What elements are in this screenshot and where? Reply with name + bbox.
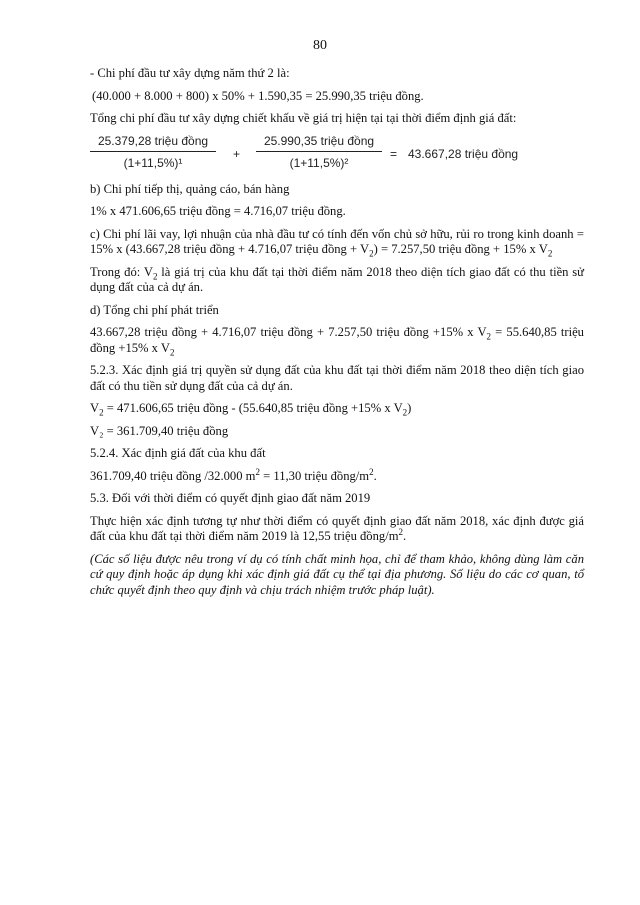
discount-formula [90,134,584,174]
paragraph-total-cost-calc: 43.667,28 triệu đồng + 4.716,07 triệu đồng + 7.257,50 triệu đồng +15% x $V_2 = 55.640,85$ triệu đồng +15% x $V_2$ [90,325,584,358]
paragraph-2019-heading: 5.3. Đối với thời điểm có quyết định giao đất năm 2019 [90,491,371,505]
paragraph-land-price-heading: 5.2.4. Xác định giá đất của khu đất [90,446,266,460]
fraction-1-denominator: (1+11,5%)¹ [123,155,183,170]
paragraph-total-cost-heading: d) Tổng chi phí phát triển [90,302,219,317]
fraction-1 [90,134,216,172]
page-number: 80 [313,38,327,53]
plus-sign: + [233,146,241,161]
paragraph-marketing-heading: b) Chi phí tiếp thị, quảng cáo, bán hàng [90,181,290,196]
fraction-1-bar [90,151,216,152]
equals-sign: = [390,146,398,161]
paragraph-2019-result: Thực hiện xác định tương tự như thời điểm có quyết định giao đất năm 2018, xác định được giá đất của khu đất tại thời điểm năm 2019 là 12,55 triệu đồng/$m^2$. [90,513,584,543]
fraction-2-bar [256,151,382,152]
paragraph-land-price-calc: 361.709,40 triệu đồng /32.000 $m^2 = 11,30$ triệu đồng/$m^2$. [90,466,377,483]
fraction-2-numerator: 25.990,35 triệu đồng [263,133,375,148]
fraction-2 [256,134,382,172]
formula-result: 43.667,28 triệu đồng [408,146,519,161]
fraction-2-denominator: (1+11,5%)² [289,155,349,170]
paragraph-v2-definition: Trong đó: $V_2$ là giá trị của khu đất tại thời điểm năm 2018 theo diện tích giao đất có thu tiền sử dụng đất của cả dự án. [90,264,585,294]
paragraph-land-value-heading: 5.2.3. Xác định giá trị quyền sử dụng đất của khu đất tại thời điểm năm 2018 theo diện tích giao đất có thu tiền sử dụng đất của cả dự án. [90,363,584,393]
page-content [90,66,584,605]
paragraph-v2-equation: $V_2 = 471.606,65$ triệu đồng - (55.640,85 triệu đồng +15% x $V_2$) [90,401,412,418]
fraction-1-numerator: 25.379,28 triệu đồng [97,133,209,148]
paragraph-interest-profit: c) Chi phí lãi vay, lợi nhuận của nhà đầu tư có tính đến vốn chủ sở hữu, rủi ro trong kinh doanh = 15% x (43.667,28 triệu đồng + 4.716,07 triệu đồng + $V_2) = 7.257,50$ triệu đồng + 15% x $V_2$ [90,226,584,259]
paragraph-v2-result: V₂ = 361.709,40 triệu đồng [90,423,229,438]
paragraph-discount-intro: Tổng chi phí đầu tư xây dựng chiết khấu về giá trị hiện tại tại thời điểm định giá đất: [90,111,517,125]
paragraph-year2-cost-calc: (40.000 + 8.000 + 800) x 50% + 1.590,35 = 25.990,35 triệu đồng. [92,88,424,103]
paragraph-disclaimer-note: (Các số liệu được nêu trong ví dụ có tính chất minh họa, chỉ để tham khảo, không dùng làm căn cứ quy định hoặc áp dụng khi xác định giá đất cụ thể tại địa phương. Số liệu do các cơ quan, tổ chức quyết định theo quy định và chịu trách nhiệm trước pháp luật). [90,551,584,597]
paragraph-year2-cost-label: - Chi phí đầu tư xây dựng năm thứ 2 là: [90,66,290,80]
paragraph-marketing-calc: 1% x 471.606,65 triệu đồng = 4.716,07 triệu đồng. [90,204,346,218]
